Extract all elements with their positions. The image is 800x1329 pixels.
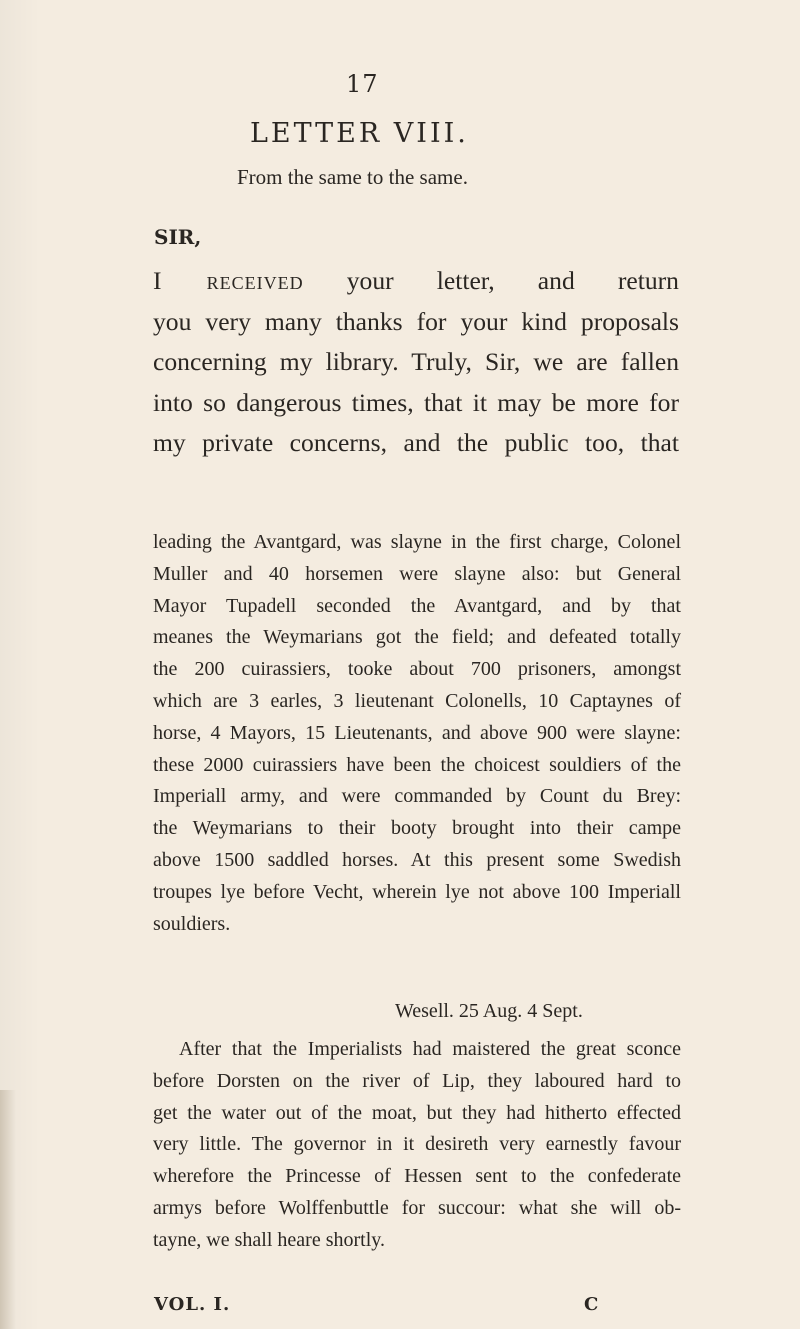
footnote-line: tayne, we shall heare shortly. — [153, 1228, 385, 1251]
footnote-line: troupes lye before Vecht, wherein lye not above 100 Imperiall — [153, 880, 681, 903]
footnote-line: horse, 4 Mayors, 15 Lieutenants, and above 900 were slayne: — [153, 721, 681, 744]
volume-label: VOL. I. — [154, 1294, 231, 1315]
letter-line: concerning my library. Truly, Sir, we are fallen — [153, 347, 679, 377]
page-footer — [154, 1294, 674, 1315]
footnote-line: wherefore the Princesse of Hessen sent to the confederate — [153, 1165, 681, 1188]
letter-line-rest: your letter, and return — [303, 266, 679, 295]
letter-title: LETTER VIII. — [250, 118, 469, 149]
footnote-line: these 2000 cuirassiers have been the choicest souldiers of the — [153, 753, 681, 776]
letter-line: you very many thanks for your kind proposals — [153, 306, 679, 336]
footnote-line: get the water out of the moat, but they had hitherto effected — [153, 1101, 681, 1124]
footnote-news-1 — [153, 527, 681, 940]
footnote-line: which are 3 earles, 3 lieutenant Colonells, 10 Captaynes of — [153, 689, 681, 712]
footnote-line: Imperiall army, and were commanded by Count du Brey: — [153, 785, 681, 808]
binding-shadow — [0, 1090, 16, 1329]
footnote-line: leading the Avantgard, was slayne in the first charge, Colonel — [153, 531, 681, 553]
footnote-line: the Weymarians to their booty brought into their campe — [153, 817, 681, 840]
letter-subtitle: From the same to the same. — [237, 165, 468, 189]
footnote-line: before Dorsten on the river of Lip, they laboured hard to — [153, 1069, 681, 1092]
drop-lead: I received — [153, 266, 304, 295]
footnote-line: the 200 cuirassiers, tooke about 700 prisoners, amongst — [153, 658, 681, 681]
footnote-news-2 — [153, 1034, 681, 1257]
signature-mark: C — [584, 1294, 600, 1315]
letter-line — [153, 261, 679, 302]
footnote-line: very little. The governor in it desireth very earnestly favour — [153, 1133, 681, 1156]
dateline: Wesell. 25 Aug. 4 Sept. — [395, 1000, 583, 1022]
footnote-line: souldiers. — [153, 912, 231, 935]
footnote-line: Mayor Tupadell seconded the Avantgard, and by that — [153, 594, 681, 617]
footnote-line: After that the Imperialists had maistered the great sconce — [179, 1038, 681, 1060]
letter-line: into so dangerous times, that it may be more for — [153, 387, 679, 417]
footnote-line: armys before Wolffenbuttle for succour: what she will ob- — [153, 1196, 681, 1219]
salutation: SIR, — [154, 225, 202, 249]
letter-line: my private concerns, and the public too, that — [153, 428, 679, 458]
page-number: 17 — [346, 70, 379, 98]
footnote-line: above 1500 saddled horses. At this present some Swedish — [153, 848, 681, 871]
footnote-line: meanes the Weymarians got the field; and defeated totally — [153, 626, 681, 649]
footnote-line: Muller and 40 horsemen were slayne also: but General — [153, 562, 681, 585]
letter-body — [153, 261, 679, 464]
